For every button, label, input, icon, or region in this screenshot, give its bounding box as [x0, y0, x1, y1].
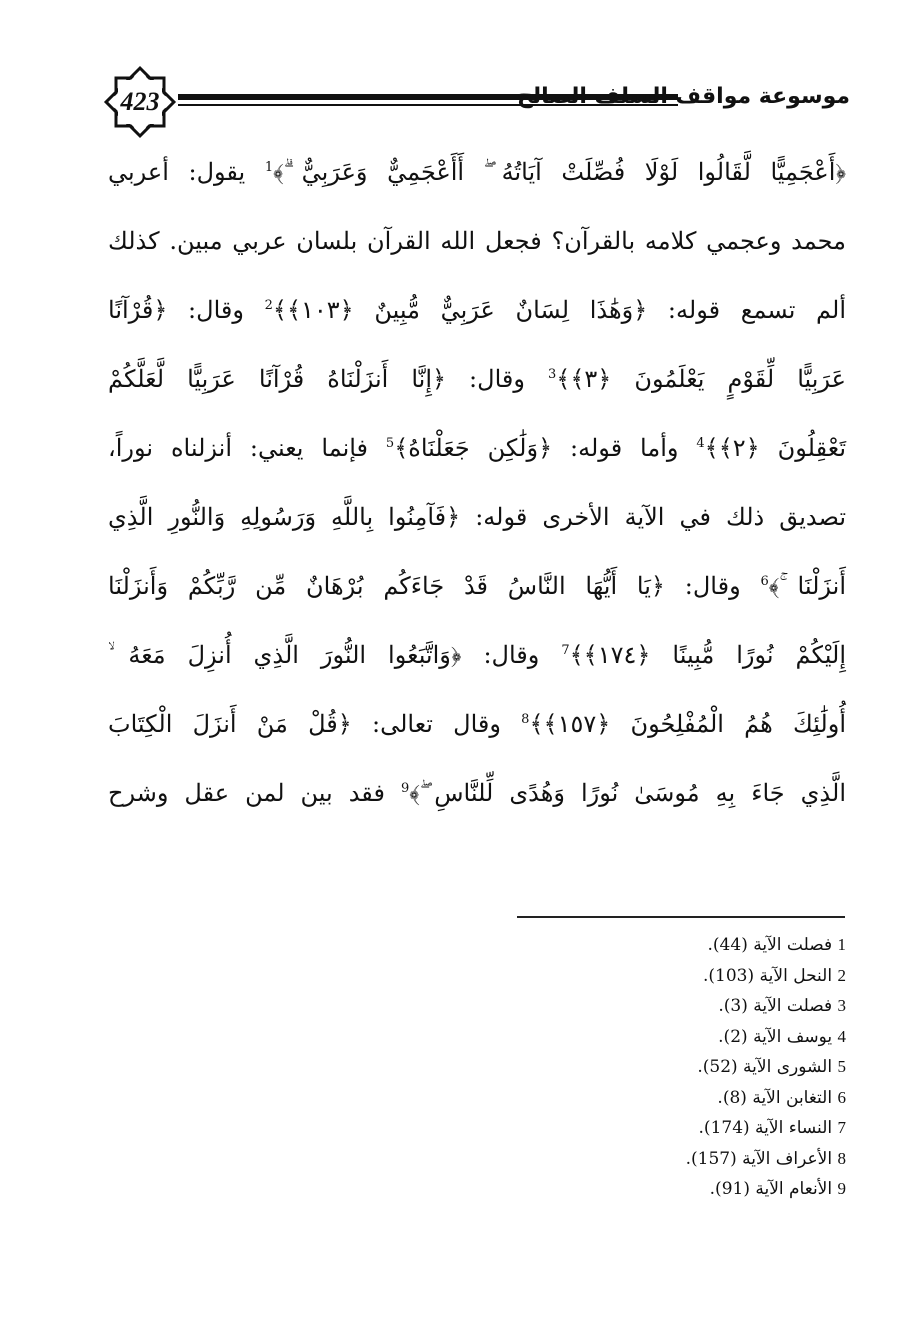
- prose: تصديق ذلك في الآية الأخرى قوله: ﴿فَآمِنُوا بِاللَّهِ وَرَسُولِهِ وَالنُّورِ الَّذِي: [108, 503, 846, 531]
- footnote-ref: 6: [760, 574, 769, 589]
- quran-quote: ﴿أَعْجَمِيًّا لَّقَالُوا لَوْلَا فُصِّلَتْ آيَاتُهُ ۖ أَأَعْجَمِيٌّ وَعَرَبِيٌّ ۗ﴾: [273, 158, 847, 186]
- footnote-ref: 2: [264, 298, 273, 313]
- footnote-item: [446, 1113, 846, 1144]
- footnote-item: [446, 1022, 846, 1053]
- text-line-5: [108, 414, 846, 483]
- footnote-number: 2: [837, 965, 846, 985]
- prose: محمد وعجمي كلامه بالقرآن؟ فجعل الله القرآن بلسان عربي مبين. كذلك: [108, 227, 846, 255]
- footnote-text: النحل الآية (103).: [703, 965, 833, 986]
- footnote-ref: 5: [385, 436, 395, 451]
- footnote-text: الأعراف الآية (157).: [685, 1148, 833, 1169]
- footnote-number: 8: [837, 1148, 846, 1168]
- quran-quote: عَرَبِيًّا لِّقَوْمٍ يَعْلَمُونَ ﴿٣﴾﴾: [556, 365, 846, 393]
- footnote-text: النساء الآية (174).: [698, 1118, 833, 1138]
- text-line-3: [108, 276, 846, 345]
- footnote-number: 9: [837, 1179, 846, 1198]
- text-line-6: [108, 483, 846, 552]
- footnote-number: 4: [837, 1026, 846, 1046]
- footnote-ref: 1: [264, 160, 274, 175]
- book-title: موسوعة مواقف السلف الصالح: [517, 84, 850, 109]
- footnote-item: [446, 961, 846, 992]
- footnote-item: [446, 930, 846, 961]
- text-line-7: [108, 552, 846, 621]
- quran-quote: إِلَيْكُمْ نُورًا مُّبِينًا ﴿١٧٤﴾﴾: [569, 641, 846, 669]
- prose: وقال: ﴿إِنَّا أَنزَلْنَاهُ قُرْآنًا عَرَبِيًّا لَّعَلَّكُمْ: [108, 365, 548, 393]
- prose: يقول: أعربي: [108, 158, 265, 186]
- footnote-text: فصلت الآية (3).: [718, 996, 833, 1016]
- quran-quote: الَّذِي جَاءَ بِهِ مُوسَىٰ نُورًا وَهُدًى لِّلنَّاسِ ۖ﴾: [409, 779, 846, 807]
- footnote-ref: 9: [400, 781, 410, 796]
- footnote-item: [446, 1052, 846, 1083]
- quran-quote: أُولَٰئِكَ هُمُ الْمُفْلِحُونَ ﴿١٥٧﴾﴾: [529, 710, 847, 738]
- footnote-text: الشورى الآية (52).: [697, 1057, 833, 1077]
- footnote-text: فصلت الآية (44).: [707, 935, 833, 955]
- footnote-number: 6: [837, 1087, 846, 1107]
- footnote-ref: 3: [547, 367, 557, 382]
- text-line-8: [108, 621, 846, 690]
- footnote-number: 5: [837, 1057, 846, 1076]
- footnote-item: [446, 1144, 846, 1175]
- footnote-ref: 7: [561, 643, 570, 658]
- text-line-1: [108, 138, 846, 207]
- page-header: [100, 62, 850, 142]
- page-number-badge: [100, 62, 180, 142]
- quran-quote: تَعْقِلُونَ ﴿٢﴾﴾: [704, 434, 846, 462]
- footnote-number: 7: [837, 1118, 846, 1137]
- prose: وقال تعالى: ﴿قُلْ مَنْ أَنزَلَ الْكِتَابَ: [108, 710, 522, 738]
- footnote-ref: 4: [696, 436, 705, 451]
- footnote-separator: [517, 916, 845, 918]
- text-line-4: [108, 345, 846, 414]
- footnotes: [446, 930, 846, 1205]
- footnote-number: 1: [837, 935, 846, 954]
- prose: وقال: ﴿يَا أَيُّهَا النَّاسُ قَدْ جَاءَكُم بُرْهَانٌ مِّن رَّبِّكُمْ وَأَنزَلْنَا: [108, 572, 761, 600]
- prose: وقال: ﴿وَاتَّبَعُوا النُّورَ الَّذِي أُنزِلَ مَعَهُ ۙ: [108, 641, 562, 669]
- footnote-text: يوسف الآية (2).: [718, 1026, 833, 1047]
- prose: ألم تسمع قوله: ﴿وَهَٰذَا لِسَانٌ عَرَبِيٌّ مُّبِينٌ ﴿١٠٣﴾﴾: [272, 296, 847, 324]
- prose: وقال: ﴿قُرْآنًا: [108, 296, 265, 324]
- text-line-10: [108, 759, 846, 828]
- footnote-text: التغابن الآية (8).: [717, 1087, 833, 1108]
- text-line-9: [108, 690, 846, 759]
- prose: فإنما يعني: أنزلناه نوراً،: [108, 434, 386, 462]
- footnote-number: 3: [837, 996, 846, 1015]
- footnote-ref: 8: [521, 712, 530, 727]
- main-text: [108, 138, 846, 828]
- prose: فقد بين لمن عقل وشرح: [108, 779, 401, 807]
- quran-quote: أَنزَلْنَا ۚ﴾: [768, 572, 846, 600]
- prose: وأما قوله: ﴿وَلَٰكِن جَعَلْنَاهُ﴾: [394, 434, 697, 462]
- footnote-item: [446, 991, 846, 1022]
- footnote-item: [446, 1174, 846, 1205]
- text-line-2: [108, 207, 846, 276]
- footnote-item: [446, 1083, 846, 1114]
- page-number: 423: [120, 87, 160, 116]
- footnote-text: الأنعام الآية (91).: [709, 1179, 833, 1199]
